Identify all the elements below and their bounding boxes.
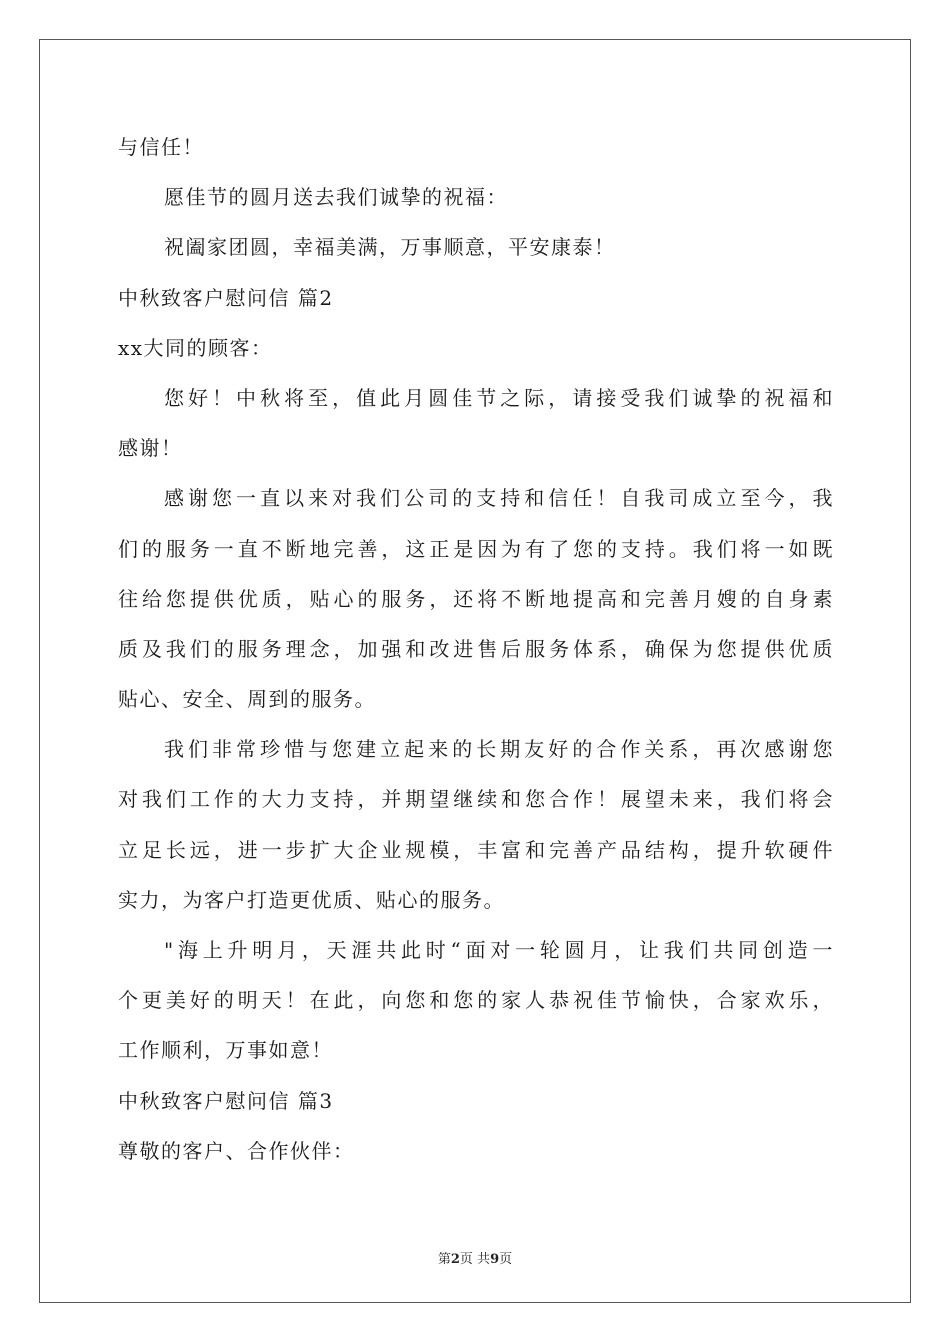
footer-prefix: 第: [437, 1252, 451, 1267]
text-line: 感谢您一直以来对我们公司的支持和信任！自我司成立至今，我: [164, 486, 834, 511]
text-line: 祝阖家团圆，幸福美满，万事顺意，平安康泰！: [164, 235, 616, 260]
text-line: 感谢！: [118, 436, 183, 461]
page-footer: [0, 1248, 950, 1267]
current-page-number: 2: [450, 1252, 460, 1267]
text-line: 贴心、安全、周到的服务。: [118, 687, 376, 712]
text-line: 您好！中秋将至，值此月圆佳节之际，请接受我们诚挚的祝福和: [164, 385, 834, 410]
text-line: 对我们工作的大力支持，并期望继续和您合作！展望未来，我们将会: [118, 787, 834, 812]
text-line: 实力，为客户打造更优质、贴心的服务。: [118, 887, 505, 912]
text-line: 往给您提供优质，贴心的服务，还将不断地提高和完善月嫂的自身素: [118, 586, 834, 611]
text-line: 与信任！: [118, 135, 204, 159]
text-line: 个更美好的明天！在此，向您和您的家人恭祝佳节愉快，合家欢乐，: [118, 988, 834, 1013]
footer-suffix: 页: [499, 1252, 513, 1267]
text-line: 愿佳节的圆月送去我们诚挚的祝福：: [164, 185, 508, 210]
text-line: 质及我们的服务理念，加强和改进售后服务体系，确保为您提供优质: [118, 636, 834, 661]
text-line: 们的服务一直不断地完善，这正是因为有了您的支持。我们将一如既: [118, 536, 834, 561]
section-heading: 中秋致客户慰问信 篇3: [118, 1088, 334, 1113]
footer-mid: 页 共: [459, 1252, 491, 1267]
document-body: [118, 127, 834, 1181]
salutation: 尊敬的客户、合作伙伴：: [118, 1138, 355, 1163]
total-page-number: 9: [490, 1252, 500, 1267]
salutation: xx大同的顾客：: [118, 335, 273, 360]
text-line: 工作顺利，万事如意！: [118, 1038, 333, 1063]
section-heading: 中秋致客户慰问信 篇2: [118, 285, 334, 310]
text-line: 我们非常珍惜与您建立起来的长期友好的合作关系，再次感谢您: [164, 737, 834, 762]
text-line: "海上升明月，天涯共此时“面对一轮圆月，让我们共同创造一: [164, 938, 834, 962]
text-line: 立足长远，进一步扩大企业规模，丰富和完善产品结构，提升软硬件: [118, 837, 834, 862]
